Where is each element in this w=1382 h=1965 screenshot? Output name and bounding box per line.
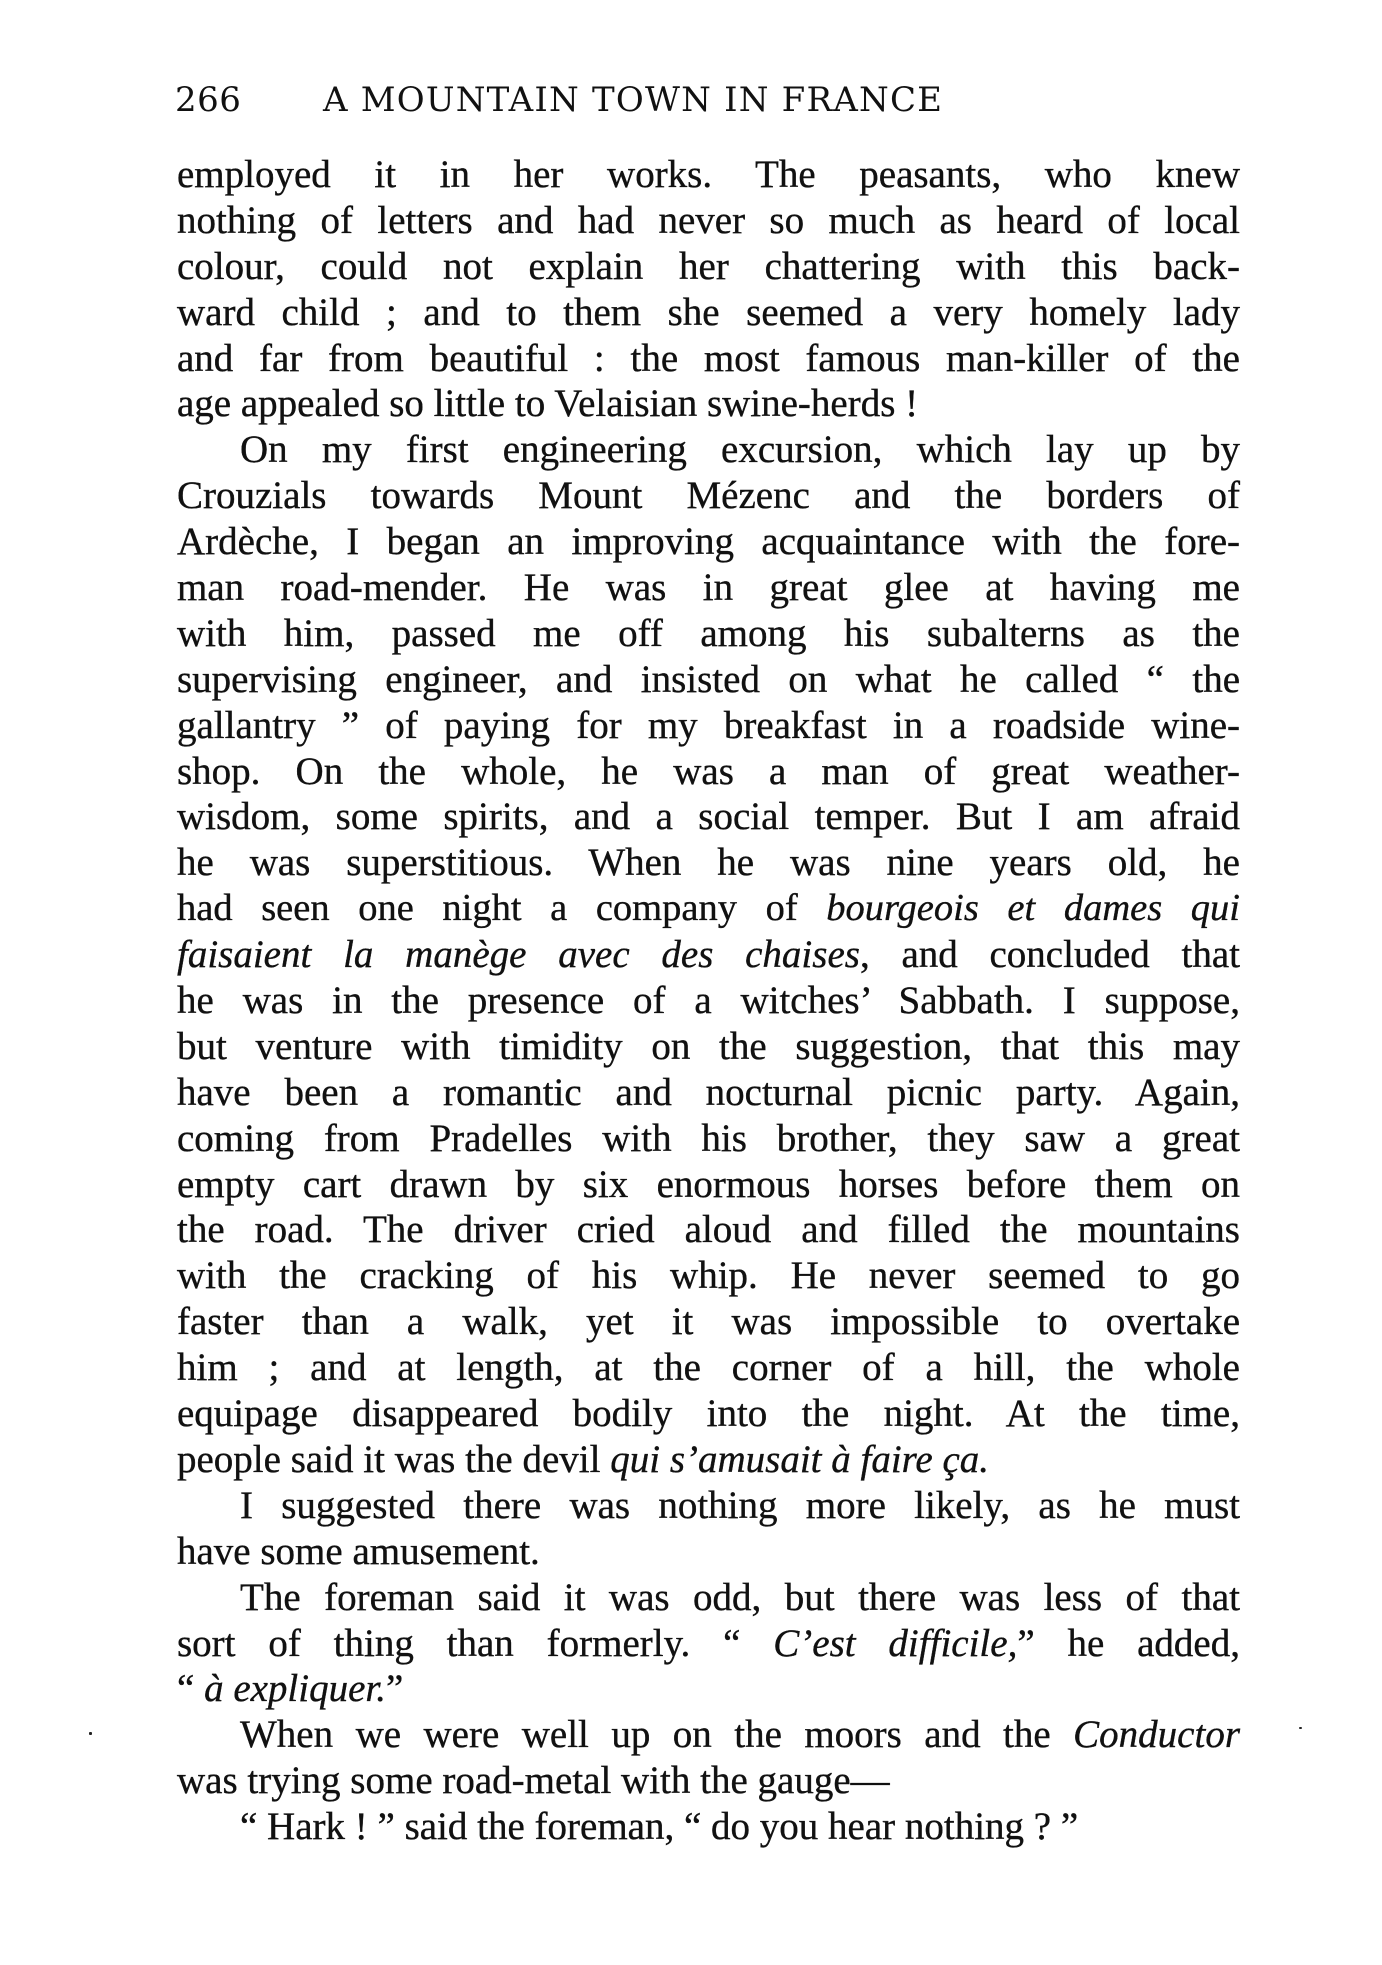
text-run: nothing of letters and had never so much as heard of local (177, 198, 1240, 242)
text-run: man road-mender. He was in great glee at having me (177, 566, 1240, 610)
italic-phrase: à expliquer. (204, 1667, 387, 1711)
text-line-content (177, 1529, 1240, 1575)
italic-phrase: Conductor (1073, 1713, 1240, 1757)
text-run: , and concluded that (859, 933, 1240, 977)
text-line (177, 657, 1240, 703)
text-line (177, 427, 1240, 473)
text-run: wisdom, some spirits, and a social temper. But I am afraid (177, 795, 1240, 839)
text-run: colour, could not explain her chattering with this back- (177, 244, 1240, 288)
text-line-content (177, 1070, 1240, 1116)
text-line-content (177, 1345, 1240, 1391)
text-run: Ardèche, I began an improving acquaintance with the fore- (177, 520, 1240, 564)
text-line (177, 152, 1240, 198)
text-line-content (177, 703, 1240, 749)
text-run: The foreman said it was odd, but there was less of that (240, 1575, 1240, 1619)
text-line-content (177, 1207, 1240, 1253)
text-line-content (177, 473, 1240, 519)
text-run: employed it in her works. The peasants, who knew (177, 153, 1240, 196)
scan-speck (89, 1732, 92, 1735)
text-line (177, 1758, 1240, 1804)
text-run: On my first engineering excursion, which lay up by (240, 428, 1240, 472)
text-run: I suggested there was nothing more likely, as he must (240, 1483, 1240, 1527)
text-run: ward child ; and to them she seemed a very homely lady (177, 290, 1240, 334)
text-run: the road. The driver cried aloud and filled the mountains (177, 1208, 1240, 1252)
text-run: he was superstitious. When he was nine years old, he (177, 841, 1240, 885)
text-run: him ; and at length, at the corner of a hill, the whole (177, 1346, 1240, 1390)
text-run: people said it was the devil (177, 1437, 611, 1481)
text-line-content (177, 290, 1240, 336)
text-line-content (177, 1299, 1240, 1345)
text-line-content (177, 152, 1240, 198)
text-line (177, 840, 1240, 886)
text-run: ” (386, 1667, 404, 1711)
text-line-content (177, 1116, 1240, 1162)
text-line-content (177, 519, 1240, 565)
text-line (177, 1575, 1240, 1621)
text-line-content (240, 1483, 1240, 1529)
text-line-content (177, 1391, 1240, 1437)
text-line-content (240, 1804, 1240, 1850)
text-run: and far from beautiful : the most famous man-killer of the (177, 336, 1240, 380)
text-line-content (177, 1758, 1240, 1804)
text-line-content (177, 978, 1240, 1024)
text-line (177, 1391, 1240, 1437)
text-run: had seen one night a company of (177, 887, 827, 930)
text-line (177, 703, 1240, 749)
text-line-content (177, 749, 1240, 795)
text-run: have been a romantic and nocturnal picnic party. Again, (177, 1070, 1240, 1114)
text-run: with him, passed me off among his subalterns as the (177, 611, 1240, 655)
text-line-content (177, 1437, 1240, 1483)
text-run: “ (177, 1667, 205, 1711)
text-line (177, 978, 1240, 1024)
text-line (177, 1253, 1240, 1299)
running-title: A MOUNTAIN TOWN IN FRANCE (323, 80, 944, 120)
text-line (177, 1116, 1240, 1162)
text-line (177, 381, 1240, 427)
text-line (177, 244, 1240, 290)
text-run: When we were well up on the moors and the (240, 1713, 1074, 1757)
text-line (177, 473, 1240, 519)
text-line (177, 1437, 1240, 1483)
text-run: sort of thing than formerly. “ (177, 1621, 774, 1665)
text-run: coming from Pradelles with his brother, they saw a great (177, 1116, 1240, 1160)
text-line (177, 198, 1240, 244)
text-line-content (177, 198, 1240, 244)
text-run: age appealed so little to Velaisian swine-herds ! (177, 382, 919, 426)
italic-phrase: C’est difficile, (773, 1621, 1018, 1665)
text-run: have some amusement. (177, 1529, 540, 1573)
text-line (177, 1024, 1240, 1070)
text-line (177, 932, 1240, 978)
text-run: gallantry ” of paying for my breakfast in a roadside wine- (177, 703, 1240, 747)
text-line-content (177, 932, 1240, 978)
text-line-content (177, 1162, 1240, 1208)
text-run: ” he added, (1017, 1621, 1240, 1665)
page-number: 266 (175, 80, 242, 120)
text-line (177, 336, 1240, 382)
body-text (177, 152, 1240, 1850)
text-line (177, 749, 1240, 795)
text-line (177, 611, 1240, 657)
text-run: was trying some road-metal with the gauge— (177, 1759, 890, 1803)
scan-speck (1299, 1727, 1302, 1729)
text-run: empty cart drawn by six enormous horses before them on (177, 1162, 1240, 1206)
text-line (177, 1529, 1240, 1575)
text-line-content (177, 336, 1240, 382)
text-line (177, 1162, 1240, 1208)
text-line-content (177, 840, 1240, 886)
text-line-content (177, 1024, 1240, 1070)
text-run: he was in the presence of a witches’ Sabbath. I suppose, (177, 979, 1240, 1023)
text-line (177, 1804, 1240, 1850)
text-line (177, 1299, 1240, 1345)
text-line (177, 1345, 1240, 1391)
text-line-content (177, 794, 1240, 840)
text-line (177, 519, 1240, 565)
text-run: “ Hark ! ” said the foreman, “ do you hear nothing ? ” (240, 1805, 1079, 1849)
text-line-content (240, 1712, 1240, 1758)
text-run: Crouzials towards Mount Mézenc and the borders of (177, 474, 1240, 518)
text-line-content (240, 427, 1240, 473)
text-run: supervising engineer, and insisted on what he called “ the (177, 657, 1240, 701)
text-line (177, 1666, 1240, 1712)
italic-phrase: bourgeois et dames qui (826, 887, 1240, 930)
text-line-content (177, 886, 1240, 932)
italic-phrase: qui s’amusait à faire ça. (610, 1437, 990, 1481)
text-run: shop. On the whole, he was a man of great weather- (177, 749, 1240, 793)
text-run: but venture with timidity on the suggestion, that this may (177, 1024, 1240, 1068)
text-line (177, 1070, 1240, 1116)
text-line (177, 1483, 1240, 1529)
text-line-content (177, 611, 1240, 657)
text-run: equipage disappeared bodily into the night. At the time, (177, 1392, 1240, 1436)
text-line-content (177, 1621, 1240, 1667)
text-line-content (177, 657, 1240, 703)
running-head (175, 78, 1120, 122)
text-line-content (177, 244, 1240, 290)
text-line (177, 1712, 1240, 1758)
text-line (177, 290, 1240, 336)
text-line-content (177, 381, 1240, 427)
text-line-content (240, 1575, 1240, 1621)
italic-phrase: faisaient la manège avec des chaises (177, 933, 860, 977)
text-line-content (177, 1666, 1240, 1712)
text-run: with the cracking of his whip. He never seemed to go (177, 1254, 1240, 1298)
text-line (177, 886, 1240, 932)
text-line (177, 1621, 1240, 1667)
text-line-content (177, 1253, 1240, 1299)
text-run: faster than a walk, yet it was impossible to overtake (177, 1300, 1240, 1344)
text-line (177, 794, 1240, 840)
text-line (177, 565, 1240, 611)
text-line (177, 1207, 1240, 1253)
text-line-content (177, 565, 1240, 611)
